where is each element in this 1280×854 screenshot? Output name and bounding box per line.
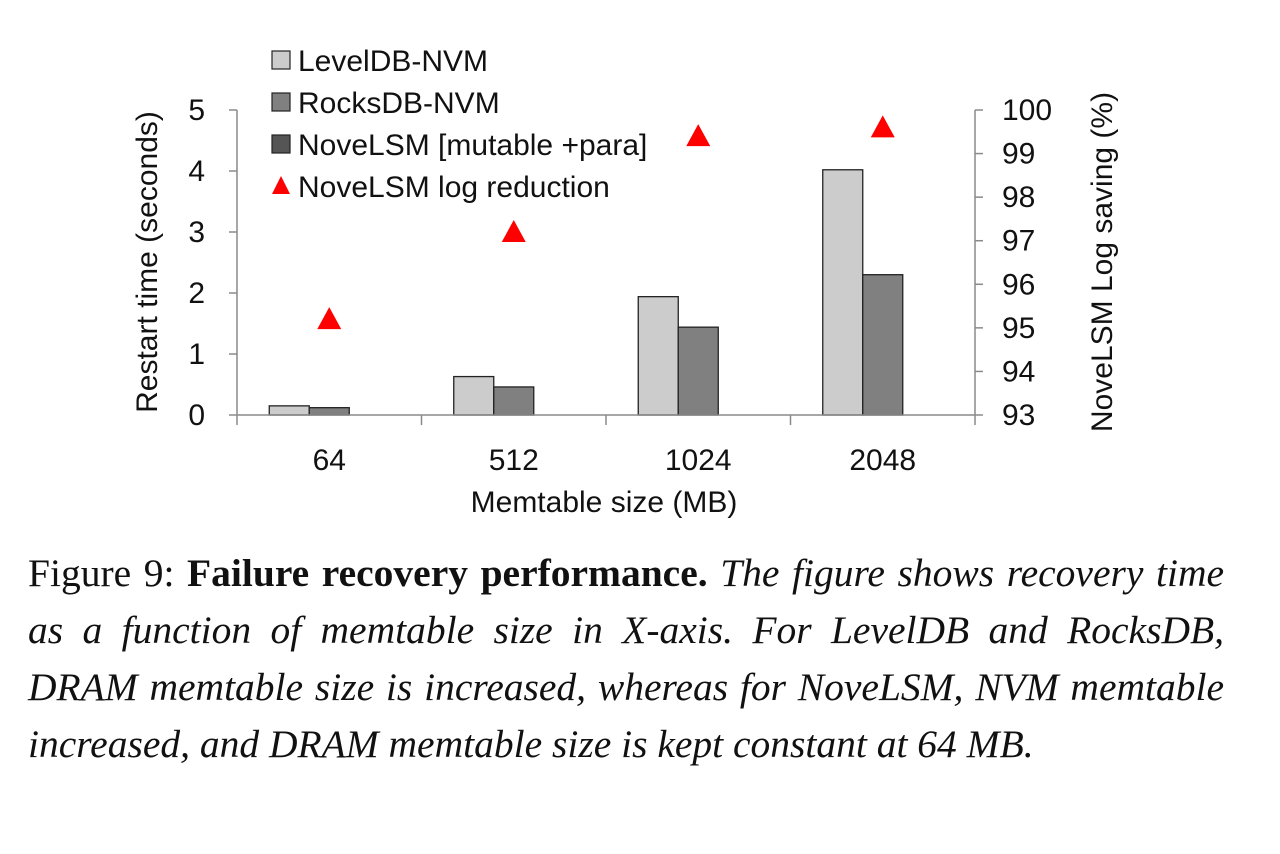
y2-tick-label: 96	[1002, 268, 1036, 302]
bar-rocksdb-nvm	[863, 275, 903, 415]
caption-label: Figure 9:	[28, 551, 175, 595]
y2-tick-label: 99	[1002, 137, 1036, 171]
bar-leveldb-nvm	[454, 377, 494, 415]
legend-swatch-icon	[272, 51, 290, 69]
log-reduction-marker	[686, 124, 710, 146]
y2-tick-label: 95	[1002, 311, 1036, 345]
legend-label: NoveLSM [mutable +para]	[298, 129, 648, 162]
log-reduction-marker	[502, 220, 526, 242]
y2-tick-label: 94	[1002, 355, 1036, 389]
caption-title: Failure recovery performance.	[187, 551, 708, 595]
x-axis-label: Memtable size (MB)	[470, 486, 738, 519]
y2-tick-label: 100	[1002, 94, 1053, 127]
legend-label: LevelDB-NVM	[298, 45, 489, 78]
legend-swatch-icon	[272, 135, 290, 153]
y-tick-label: 1	[188, 338, 205, 371]
bar-leveldb-nvm	[269, 406, 309, 415]
log-reduction-marker	[317, 307, 341, 329]
y-tick-label: 4	[188, 155, 205, 188]
y-axis-label: Restart time (seconds)	[131, 111, 164, 413]
y2-tick-label: 97	[1002, 224, 1036, 258]
figure-caption	[28, 545, 1224, 773]
y2-axis-label: NoveLSM Log saving (%)	[1086, 91, 1119, 433]
bar-rocksdb-nvm	[494, 387, 534, 415]
caption-body: The figure shows recovery time as a function of memtable size in X-axis. For LevelDB and RocksDB, DRAM memtable size is increased, whereas for NoveLSM, NVM memtable increased, and DRAM memtable size is kept constant at 64 MB.	[28, 551, 1224, 766]
x-tick-label: 2048	[849, 444, 917, 477]
log-reduction-marker	[871, 115, 895, 137]
x-tick-label: 512	[488, 444, 539, 477]
bar-leveldb-nvm	[823, 170, 863, 415]
y-tick-label: 2	[188, 277, 205, 310]
x-tick-label: 64	[312, 444, 346, 477]
legend	[272, 45, 647, 204]
bar-series	[269, 170, 903, 415]
y-tick-label: 3	[188, 216, 205, 249]
y-tick-label: 0	[188, 399, 205, 432]
bar-rocksdb-nvm	[309, 408, 349, 415]
bar-rocksdb-nvm	[678, 327, 718, 415]
legend-label: NoveLSM log reduction	[298, 171, 610, 204]
y2-tick-label: 93	[1002, 399, 1036, 432]
x-tick-label: 1024	[664, 444, 732, 477]
bar-leveldb-nvm	[638, 297, 678, 415]
y2-tick-label: 98	[1002, 181, 1036, 215]
legend-label: RocksDB-NVM	[298, 87, 500, 120]
legend-swatch-icon	[272, 93, 290, 111]
y-tick-label: 5	[188, 94, 205, 127]
legend-marker-triangle-icon	[272, 176, 290, 194]
